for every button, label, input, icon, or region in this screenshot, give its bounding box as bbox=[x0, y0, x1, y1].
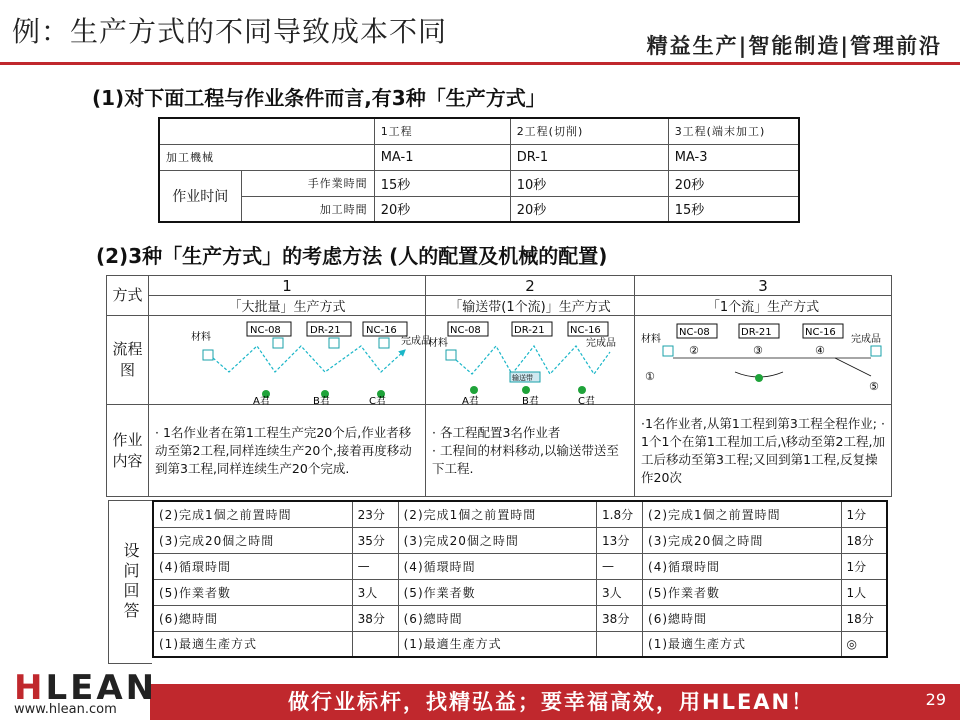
machine-2: DR-1 bbox=[510, 144, 668, 170]
conditions-header-3: 3工程(端末加工) bbox=[668, 118, 799, 144]
material-label: 材料 bbox=[191, 332, 211, 343]
qa-row bbox=[153, 501, 887, 527]
qa-question: (4)循環時間 bbox=[153, 553, 352, 579]
flow-diagram-1 bbox=[149, 316, 431, 407]
worker-a-label: A君 bbox=[253, 396, 270, 407]
manual-time-3: 20秒 bbox=[668, 170, 799, 196]
website-url: www.hlean.com bbox=[14, 702, 117, 717]
worker-a-label-2: A君 bbox=[462, 396, 479, 407]
qa-question: (1)最適生產方式 bbox=[153, 631, 352, 657]
qa-question: (6)總時間 bbox=[153, 605, 352, 631]
qa-answer: 13分 bbox=[597, 527, 643, 553]
qa-answer bbox=[597, 631, 643, 657]
qa-answer: 3人 bbox=[597, 579, 643, 605]
machine-time-2: 20秒 bbox=[510, 196, 668, 222]
page-number: 29 bbox=[925, 690, 946, 709]
work-label: 作业内容 bbox=[107, 405, 149, 497]
svg-text:②: ② bbox=[689, 344, 699, 357]
worker-c-label: C君 bbox=[369, 396, 386, 407]
machine-time-1: 20秒 bbox=[374, 196, 510, 222]
qa-question: (2)完成1個之前置時間 bbox=[153, 501, 352, 527]
qa-answer: 1.8分 bbox=[597, 501, 643, 527]
qa-answer: 3人 bbox=[352, 579, 398, 605]
qa-question: (3)完成20個之時間 bbox=[643, 527, 841, 553]
qa-answer bbox=[352, 631, 398, 657]
section2-heading: (2)3种「生产方式」的考虑方法 (人的配置及机械的配置) bbox=[96, 244, 608, 268]
work-description-2: · 各工程配置3名作业者 · 工程间的材料移动,以输送带送至下工程. bbox=[426, 405, 635, 497]
machine-nc16-label: NC-16 bbox=[366, 325, 397, 336]
qa-answer: 1分 bbox=[841, 501, 887, 527]
conditions-header-blank bbox=[159, 118, 374, 144]
qa-answer: — bbox=[597, 553, 643, 579]
finished-label: 完成品 bbox=[401, 336, 431, 347]
qa-row bbox=[153, 605, 887, 631]
method-number-2: 2 bbox=[426, 276, 635, 296]
machine-1: MA-1 bbox=[374, 144, 510, 170]
method-name-1: 「大批量」生产方式 bbox=[149, 296, 426, 316]
qa-answer: 23分 bbox=[352, 501, 398, 527]
machine-dr21-label-3: DR-21 bbox=[741, 327, 772, 338]
slide-title: 例：生产方式的不同导致成本不同 bbox=[12, 15, 448, 48]
finished-label-2: 完成品 bbox=[586, 338, 616, 349]
qa-answer: 18分 bbox=[841, 605, 887, 631]
qa-question: (4)循環時間 bbox=[398, 553, 596, 579]
qa-question: (6)總時間 bbox=[398, 605, 596, 631]
svg-text:③: ③ bbox=[753, 344, 763, 357]
qa-row bbox=[153, 631, 887, 657]
conditions-header-2: 2工程(切削) bbox=[510, 118, 668, 144]
time-group-label: 作业时间 bbox=[159, 170, 241, 222]
qa-question: (5)作業者數 bbox=[398, 579, 596, 605]
manual-time-1: 15秒 bbox=[374, 170, 510, 196]
qa-row bbox=[153, 527, 887, 553]
machine-nc16-label-3: NC-16 bbox=[805, 327, 836, 338]
qa-row bbox=[153, 579, 887, 605]
conditions-header-1: 1工程 bbox=[374, 118, 510, 144]
qa-question: (3)完成20個之時間 bbox=[153, 527, 352, 553]
qa-row bbox=[153, 553, 887, 579]
svg-text:①: ① bbox=[645, 370, 655, 383]
conditions-table bbox=[158, 117, 800, 223]
qa-question: (2)完成1個之前置時間 bbox=[398, 501, 596, 527]
svg-text:④: ④ bbox=[815, 344, 825, 357]
qa-question: (5)作業者數 bbox=[153, 579, 352, 605]
qa-question: (5)作業者數 bbox=[643, 579, 841, 605]
machine-dr21-label-2: DR-21 bbox=[514, 325, 545, 336]
svg-text:⑤: ⑤ bbox=[869, 380, 879, 393]
title-rule bbox=[0, 62, 960, 65]
method-number-3: 3 bbox=[635, 276, 892, 296]
machine-nc08-label-3: NC-08 bbox=[679, 327, 710, 338]
method-number-1: 1 bbox=[149, 276, 426, 296]
machine-3: MA-3 bbox=[668, 144, 799, 170]
methods-table bbox=[106, 275, 892, 497]
qa-label: 设问回答 bbox=[108, 500, 152, 664]
qa-answer: 1分 bbox=[841, 553, 887, 579]
qa-answer: 18分 bbox=[841, 527, 887, 553]
qa-answer: ◎ bbox=[841, 631, 887, 657]
machine-nc08-label: NC-08 bbox=[250, 325, 281, 336]
qa-answer: 1人 bbox=[841, 579, 887, 605]
method-name-2: 「输送带(1个流)」生产方式 bbox=[426, 296, 635, 316]
qa-answer: 38分 bbox=[352, 605, 398, 631]
material-label-2: 材料 bbox=[428, 338, 448, 349]
flow-diagram-3 bbox=[635, 316, 892, 405]
qa-answer: 38分 bbox=[597, 605, 643, 631]
conveyor-label: 输送带 bbox=[512, 374, 533, 382]
qa-table bbox=[152, 500, 888, 658]
flow-diagram-2 bbox=[426, 316, 635, 405]
slide-tagline: 精益生产|智能制造|管理前沿 bbox=[646, 34, 942, 58]
work-description-1: · 1名作业者在第1工程生产完20个后,作业者移动至第2工程,同样连续生产20个,接着再度移动到第3工程,同样连续生产20个完成. bbox=[149, 405, 426, 497]
qa-question: (1)最適生產方式 bbox=[398, 631, 596, 657]
work-description-3: ·1名作业者,从第1工程到第3工程全程作业; · 1个1个在第1工程加工后,\移动至第2工程,加工后移动至第3工程;又回到第1工程,反复操作20次 bbox=[635, 405, 892, 497]
machine-nc16-label-2: NC-16 bbox=[570, 325, 601, 336]
qa-question: (2)完成1個之前置時間 bbox=[643, 501, 841, 527]
worker-b-label-2: B君 bbox=[522, 396, 539, 407]
manual-time-2: 10秒 bbox=[510, 170, 668, 196]
material-label-3: 材料 bbox=[641, 334, 661, 345]
qa-question: (3)完成20個之時間 bbox=[398, 527, 596, 553]
qa-question: (1)最適生產方式 bbox=[643, 631, 841, 657]
machine-time-label: 加工時間 bbox=[241, 196, 374, 222]
worker-b-label: B君 bbox=[313, 396, 330, 407]
manual-time-label: 手作業時間 bbox=[241, 170, 374, 196]
machine-nc08-label-2: NC-08 bbox=[450, 325, 481, 336]
worker-c-label-2: C君 bbox=[578, 396, 595, 407]
qa-answer: 35分 bbox=[352, 527, 398, 553]
qa-question: (4)循環時間 bbox=[643, 553, 841, 579]
flow-label: 流程图 bbox=[107, 316, 149, 405]
method-name-3: 「1个流」生产方式 bbox=[635, 296, 892, 316]
machine-dr21-label: DR-21 bbox=[310, 325, 341, 336]
qa-answer: — bbox=[352, 553, 398, 579]
brand-logo: HLEAN bbox=[14, 668, 158, 708]
method-label: 方式 bbox=[107, 276, 149, 316]
machine-label: 加工機械 bbox=[159, 144, 374, 170]
section1-heading: (1)对下面工程与作业条件而言,有3种「生产方式」 bbox=[92, 86, 546, 110]
machine-time-3: 15秒 bbox=[668, 196, 799, 222]
footer-slogan: 做行业标杆，找精弘益；要幸福高效，用HLEAN！ bbox=[288, 690, 815, 714]
finished-label-3: 完成品 bbox=[851, 334, 881, 345]
qa-question: (6)總時間 bbox=[643, 605, 841, 631]
